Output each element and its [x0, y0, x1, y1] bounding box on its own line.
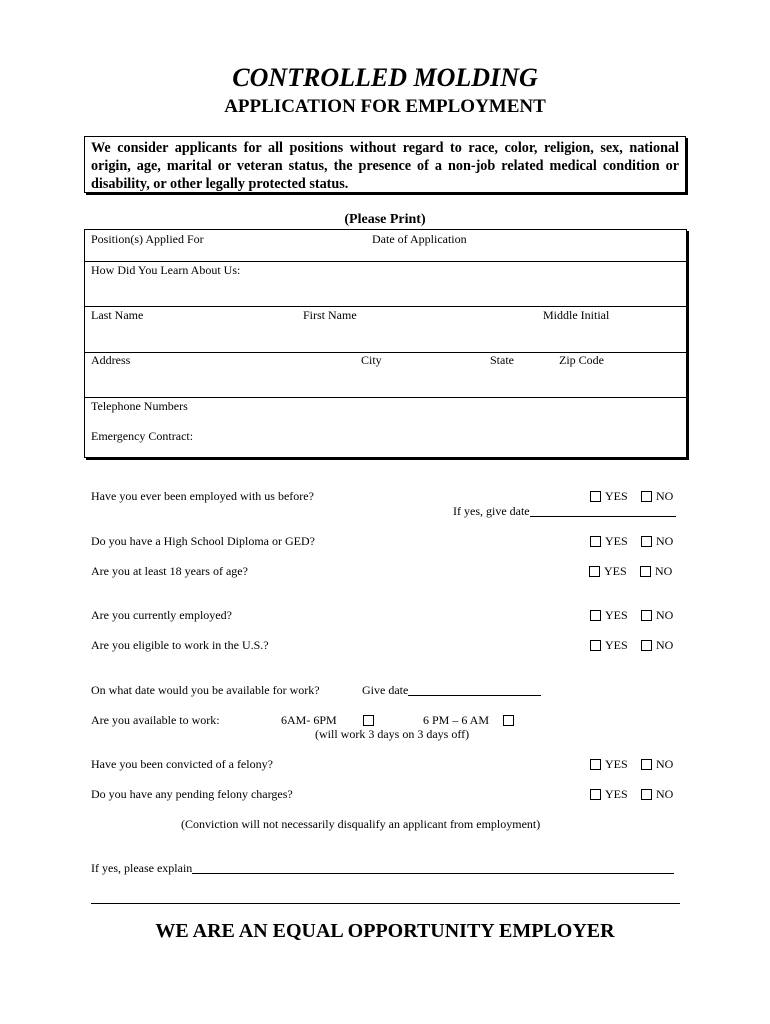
- no-label: NO: [656, 638, 674, 652]
- yes-checkbox[interactable]: [589, 566, 600, 577]
- no-label: NO: [656, 787, 674, 801]
- middle-initial-field[interactable]: Middle Initial: [543, 308, 610, 322]
- emergency-contact-field[interactable]: Emergency Contract:: [91, 429, 194, 443]
- no-label: NO: [656, 757, 674, 771]
- yes-label: YES: [604, 564, 627, 578]
- shift-note: (will work 3 days on 3 days off): [315, 727, 470, 741]
- give-date-line: [408, 683, 541, 696]
- shift-night-label: 6 PM – 6 AM: [423, 713, 490, 727]
- no-option[interactable]: [641, 757, 673, 772]
- shift-day-option[interactable]: [363, 713, 378, 728]
- table-divider: [85, 397, 686, 398]
- if-yes-date-field[interactable]: [453, 504, 676, 519]
- yes-checkbox[interactable]: [590, 491, 601, 502]
- no-checkbox[interactable]: [641, 610, 652, 621]
- if-yes-date-label: If yes, give date: [453, 504, 530, 518]
- no-label: NO: [656, 608, 674, 622]
- yes-option[interactable]: [589, 564, 627, 579]
- explain-line: [192, 861, 674, 874]
- shift-day-label: 6AM- 6PM: [281, 713, 337, 727]
- question-diploma: Do you have a High School Diploma or GED?: [91, 534, 315, 548]
- yes-label: YES: [605, 489, 628, 503]
- shift-day-checkbox[interactable]: [363, 715, 374, 726]
- please-print-label: (Please Print): [344, 212, 426, 227]
- applicant-info-table: [84, 229, 687, 458]
- shift-night-checkbox[interactable]: [503, 715, 514, 726]
- no-checkbox[interactable]: [640, 566, 651, 577]
- yes-checkbox[interactable]: [590, 759, 601, 770]
- no-checkbox[interactable]: [641, 759, 652, 770]
- question-felony: Have you been convicted of a felony?: [91, 757, 273, 771]
- yes-option[interactable]: [590, 638, 628, 653]
- conviction-note: (Conviction will not necessarily disqualify an applicant from employment): [181, 817, 541, 831]
- no-checkbox[interactable]: [641, 640, 652, 651]
- last-name-field[interactable]: Last Name: [91, 308, 144, 322]
- if-yes-date-line: [530, 504, 676, 517]
- no-checkbox[interactable]: [641, 789, 652, 800]
- first-name-field[interactable]: First Name: [303, 308, 357, 322]
- yes-option[interactable]: [590, 489, 628, 504]
- equal-opportunity-footer: WE ARE AN EQUAL OPPORTUNITY EMPLOYER: [155, 920, 615, 942]
- no-option[interactable]: [641, 608, 673, 623]
- no-option[interactable]: [641, 638, 673, 653]
- no-checkbox[interactable]: [641, 536, 652, 547]
- question-available-date: On what date would you be available for work?: [91, 683, 320, 697]
- zip-code-field[interactable]: Zip Code: [559, 353, 604, 367]
- no-label: NO: [655, 564, 673, 578]
- if-yes-explain-field[interactable]: [91, 861, 674, 876]
- yes-checkbox[interactable]: [590, 610, 601, 621]
- question-employed-before: Have you ever been employed with us before?: [91, 489, 314, 503]
- yes-label: YES: [605, 608, 628, 622]
- telephone-field[interactable]: Telephone Numbers: [91, 399, 188, 413]
- no-option[interactable]: [641, 787, 673, 802]
- give-date-field[interactable]: [362, 683, 541, 698]
- yes-option[interactable]: [590, 757, 628, 772]
- how-learn-field[interactable]: How Did You Learn About Us:: [91, 263, 241, 277]
- yes-option[interactable]: [590, 608, 628, 623]
- no-checkbox[interactable]: [641, 491, 652, 502]
- yes-checkbox[interactable]: [590, 640, 601, 651]
- question-pending-felony: Do you have any pending felony charges?: [91, 787, 293, 801]
- shift-night-option[interactable]: [503, 713, 518, 728]
- position-field[interactable]: Position(s) Applied For: [91, 232, 204, 246]
- no-option[interactable]: [641, 534, 673, 549]
- form-title: APPLICATION FOR EMPLOYMENT: [224, 96, 546, 117]
- table-divider: [85, 306, 686, 307]
- yes-option[interactable]: [590, 787, 628, 802]
- yes-label: YES: [605, 787, 628, 801]
- yes-checkbox[interactable]: [590, 789, 601, 800]
- question-available-to-work: Are you available to work:: [91, 713, 220, 727]
- no-label: NO: [656, 534, 674, 548]
- state-field[interactable]: State: [490, 353, 514, 367]
- question-eligible-us: Are you eligible to work in the U.S.?: [91, 638, 269, 652]
- yes-label: YES: [605, 638, 628, 652]
- yes-label: YES: [605, 534, 628, 548]
- date-of-application-field[interactable]: Date of Application: [372, 232, 467, 246]
- table-divider: [85, 261, 686, 262]
- no-option[interactable]: [641, 489, 673, 504]
- no-label: NO: [656, 489, 674, 503]
- eeo-notice: We consider applicants for all positions without regard to race, color, religion, sex, national origin, age, marital or veteran status, the presence of a non-job related medical condition or disability, or other legally protected status.: [84, 136, 686, 193]
- yes-label: YES: [605, 757, 628, 771]
- question-age-18: Are you at least 18 years of age?: [91, 564, 248, 578]
- city-field[interactable]: City: [361, 353, 382, 367]
- no-option[interactable]: [640, 564, 672, 579]
- yes-option[interactable]: [590, 534, 628, 549]
- question-currently-employed: Are you currently employed?: [91, 608, 232, 622]
- address-field[interactable]: Address: [91, 353, 131, 367]
- give-date-label: Give date: [362, 683, 409, 697]
- yes-checkbox[interactable]: [590, 536, 601, 547]
- company-name: CONTROLLED MOLDING: [232, 63, 538, 92]
- if-yes-explain-label: If yes, please explain: [91, 861, 193, 875]
- explain-line-2[interactable]: [91, 903, 680, 904]
